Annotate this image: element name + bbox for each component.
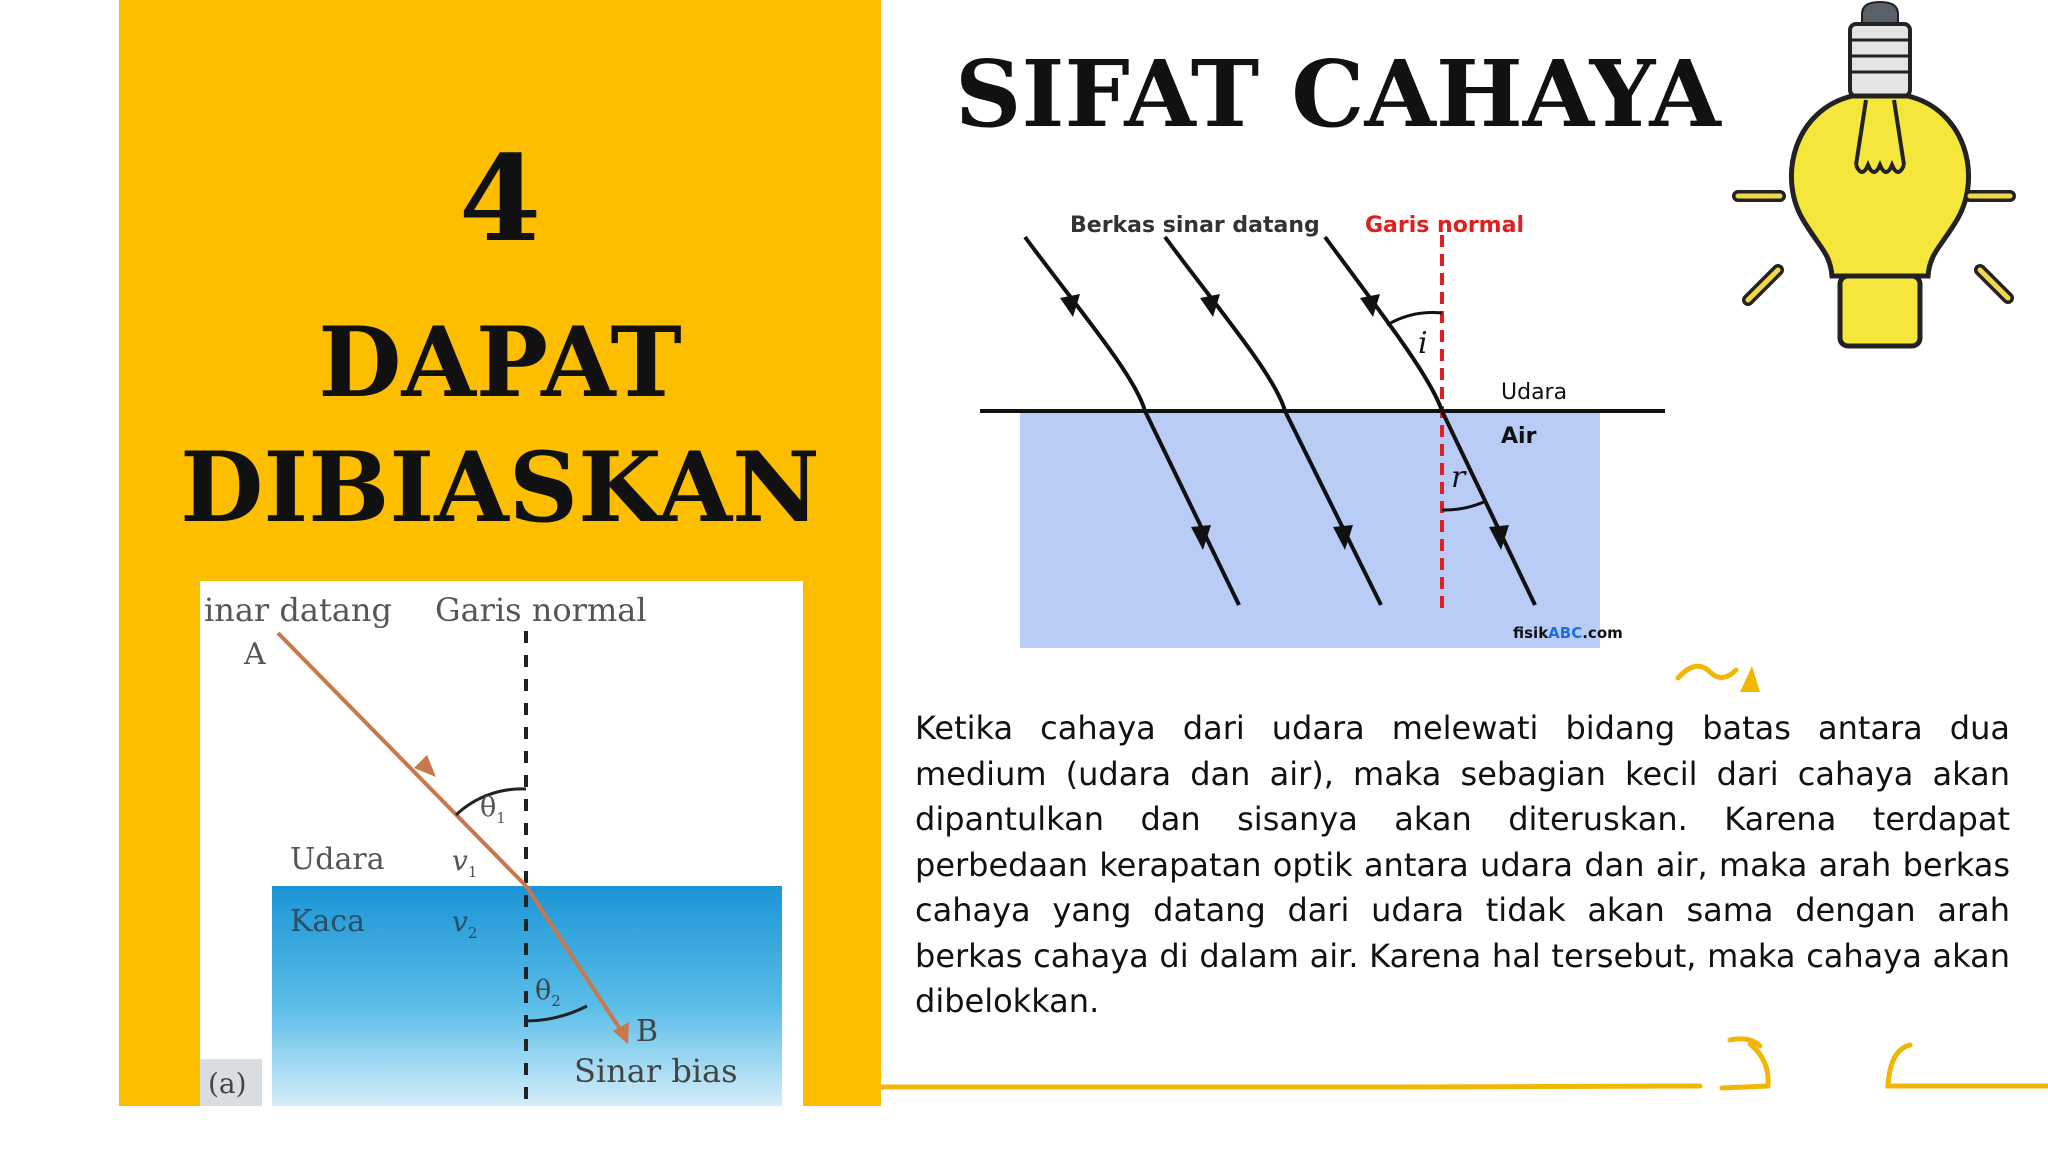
v2-label: $v_2$ [452,905,478,942]
heading-line-2: DIBIASKAN [180,431,820,544]
page-title: SIFAT CAHAYA [955,40,1721,148]
refracted-ray-label: Sinar bias [574,1052,738,1090]
panel-tag: (a) [208,1067,247,1100]
body-paragraph: Ketika cahaya dari udara melewati bidang batas antara dua medium (udara dan air), maka sebagian kecil dari cahaya akan dipantulkan dan sisanya akan diteruskan. Karena terdapat perbedaan kerapatan optik antara udara dan air, maka arah berkas cahaya yang datang dari udara tidak akan sama dengan arah berkas cahaya di dalam air. Karena hal tersebut, maka cahaya akan dibelokkan. [915,709,2010,1020]
medium-air-label: Udara [290,842,385,877]
theta2-label: $\theta_2$ [535,975,561,1010]
refraction-figure-a [200,581,803,1106]
bottom-decor-line [880,1030,2048,1130]
light-bulb-icon [1690,0,2048,350]
squiggle-arrow-icon [1670,650,1780,710]
incident-rays-label: Berkas sinar datang [1070,213,1320,238]
medium-glass-label: Kaca [290,904,365,939]
theta1-label: $\theta_1$ [480,792,506,827]
image-credit: fisikABC.com [1513,624,1623,642]
normal-line-label: Garis normal [1365,213,1524,238]
list-number: 4 [458,129,542,268]
angle-i-label: i [1418,326,1428,361]
point-a-label: A [244,637,266,672]
medium-air-label: Udara [1501,380,1568,405]
refraction-figure-b [975,205,1680,655]
angle-r-label: r [1451,460,1466,495]
normal-line-label: Garis normal [435,591,647,629]
medium-water-label: Air [1501,424,1537,449]
incident-ray-label: inar datang [204,591,392,629]
v1-label: $v_1$ [452,844,478,881]
heading-line-1: DAPAT [318,306,682,419]
point-b-label: B [636,1014,659,1049]
angle-i-arc [1387,313,1442,325]
